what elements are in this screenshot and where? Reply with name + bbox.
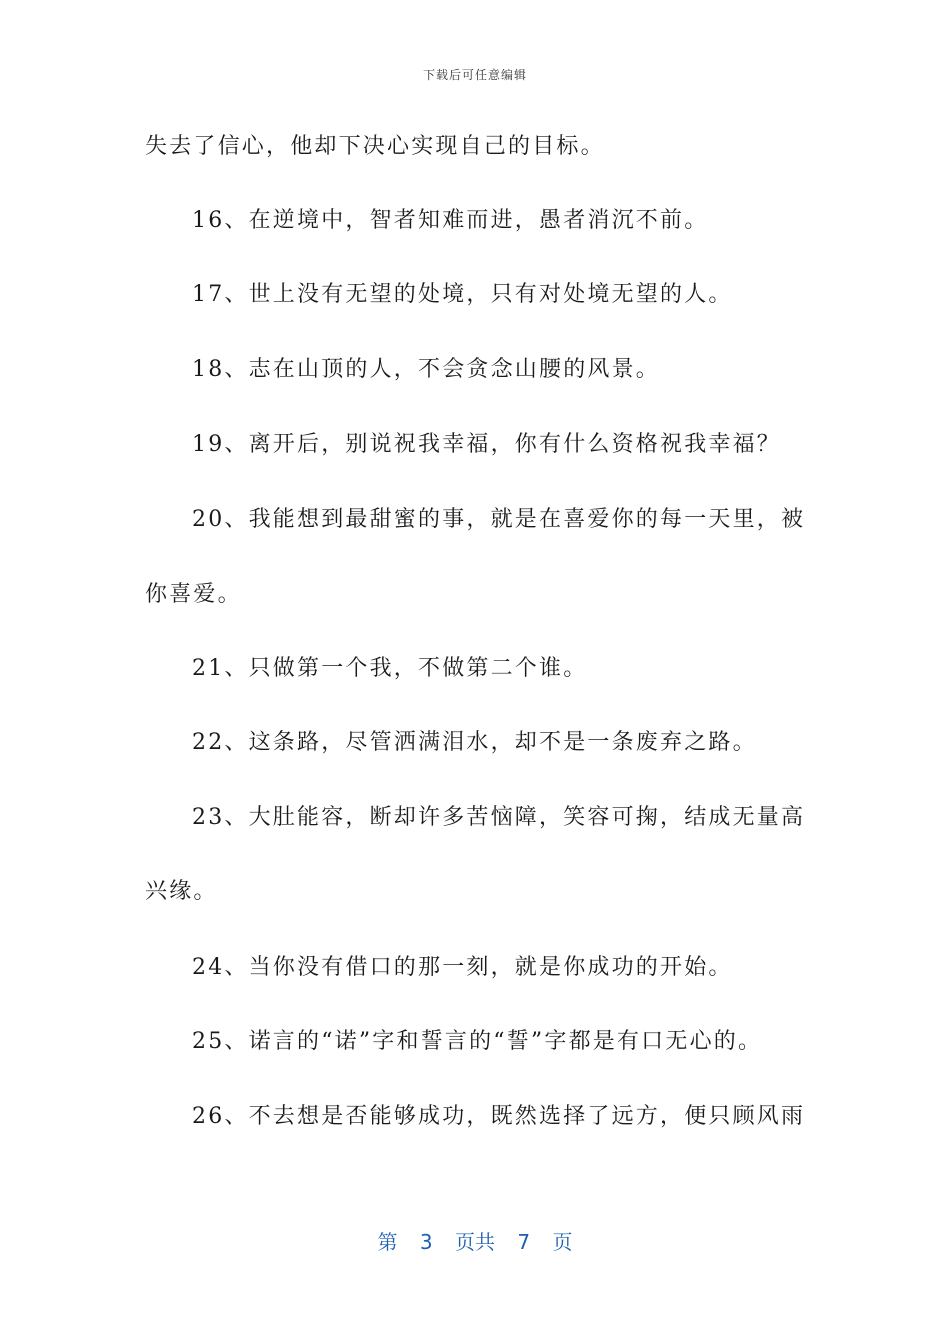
paragraph-line: 16、在逆境中，智者知难而进，愚者消沉不前。 [192, 208, 709, 233]
paragraph-line: 26、不去想是否能够成功，既然选择了远方，便只顾风雨 [192, 1104, 806, 1129]
paragraph-line: 19、离开后，别说祝我幸福，你有什么资格祝我幸福？ [192, 432, 781, 457]
paragraph-line: 21、只做第一个我，不做第二个谁。 [192, 656, 588, 681]
page-current: 3 [419, 1230, 433, 1254]
paragraph-line: 你喜爱。 [145, 582, 242, 607]
paragraph-line: 23、大肚能容，断却许多苦恼障，笑容可掬，结成无量高 [192, 805, 806, 830]
paragraph-line: 20、我能想到最甜蜜的事，就是在喜爱你的每一天里，被 [192, 507, 806, 532]
page-prefix: 第 [377, 1230, 398, 1254]
header-note: 下载后可任意编辑 [422, 68, 527, 82]
page-footer [0, 1226, 950, 1255]
page-suffix: 页 [552, 1230, 573, 1254]
paragraph-line: 失去了信心，他却下决心实现自己的目标。 [145, 134, 605, 159]
paragraph-line: 兴缘。 [145, 879, 218, 904]
paragraph-line: 17、世上没有无望的处境，只有对处境无望的人。 [192, 282, 733, 307]
page-mid: 页共 [455, 1230, 495, 1254]
paragraph-line: 22、这条路，尽管洒满泪水，却不是一条废弃之路。 [192, 730, 757, 755]
page-total: 7 [517, 1230, 531, 1254]
paragraph-line: 18、志在山顶的人，不会贪念山腰的风景。 [192, 357, 660, 382]
paragraph-line: 25、诺言的“诺”字和誓言的“誓”字都是有口无心的。 [192, 1029, 763, 1054]
paragraph-line: 24、当你没有借口的那一刻，就是你成功的开始。 [192, 955, 733, 980]
